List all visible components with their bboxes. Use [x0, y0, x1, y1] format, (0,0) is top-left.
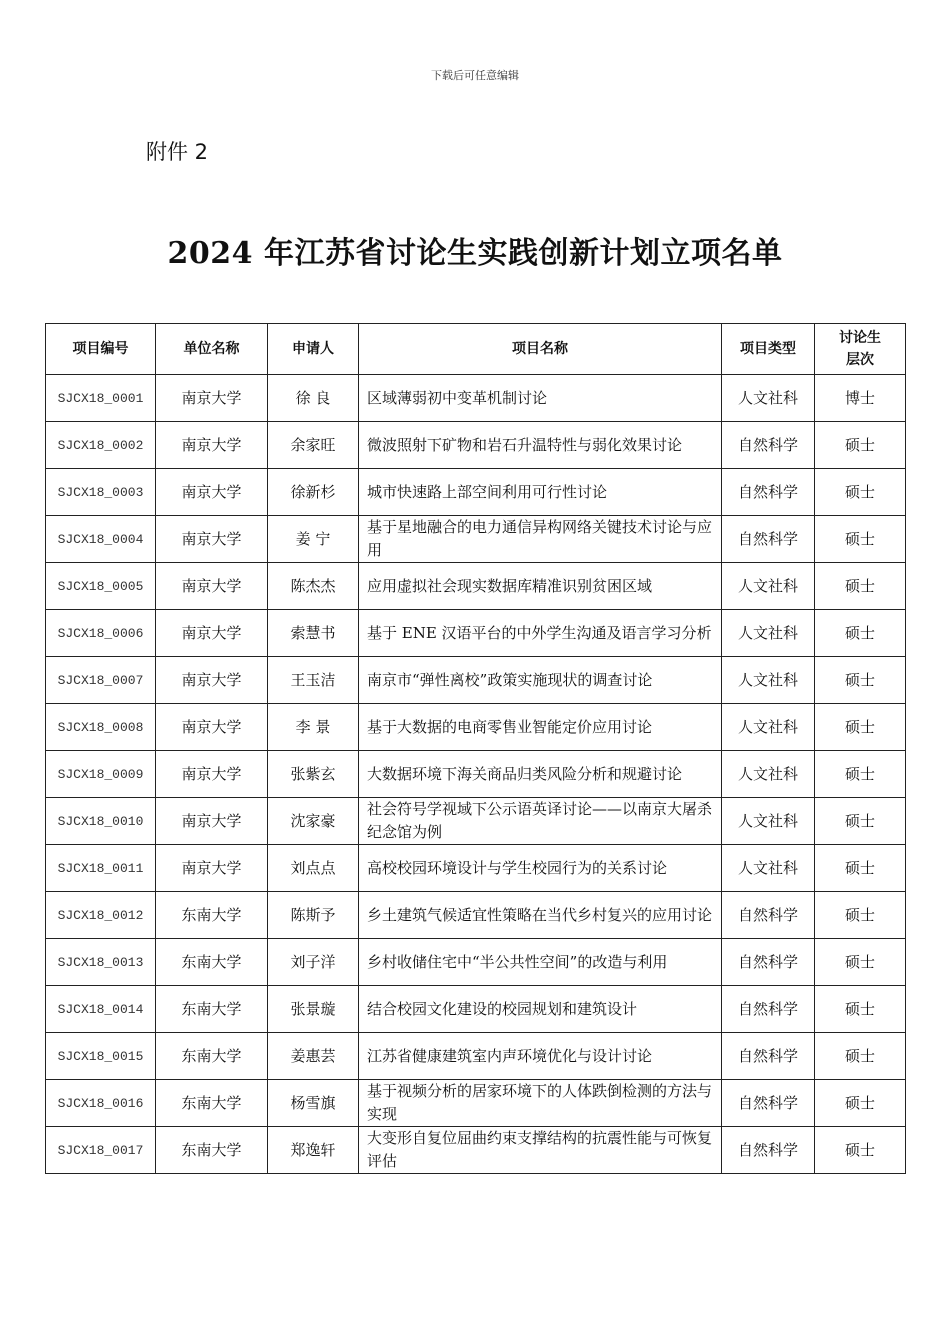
document-title: 2024 年江苏省讨论生实践创新计划立项名单 [167, 236, 783, 271]
cell-unit: 南京大学 [156, 469, 268, 516]
cell-level: 博士 [815, 375, 906, 422]
cell-level: 硕士 [815, 892, 906, 939]
cell-project-name: 结合校园文化建设的校园规划和建筑设计 [359, 986, 722, 1033]
table-row [46, 939, 906, 986]
cell-applicant: 陈斯予 [268, 892, 359, 939]
cell-unit: 南京大学 [156, 516, 268, 563]
cell-project-id: SJCX18_0017 [46, 1127, 156, 1174]
cell-applicant: 刘点点 [268, 845, 359, 892]
table-row [46, 751, 906, 798]
cell-project-id: SJCX18_0009 [46, 751, 156, 798]
project-list-table [45, 323, 906, 1174]
cell-applicant: 陈杰杰 [268, 563, 359, 610]
table-row [46, 516, 906, 563]
cell-applicant: 索慧书 [268, 610, 359, 657]
table-row [46, 657, 906, 704]
table-row [46, 986, 906, 1033]
cell-project-type: 人文社科 [722, 845, 815, 892]
cell-applicant: 余家旺 [268, 422, 359, 469]
cell-level: 硕士 [815, 657, 906, 704]
cell-project-id: SJCX18_0008 [46, 704, 156, 751]
cell-project-type: 人文社科 [722, 657, 815, 704]
cell-project-name: 微波照射下矿物和岩石升温特性与弱化效果讨论 [359, 422, 722, 469]
cell-project-id: SJCX18_0013 [46, 939, 156, 986]
attachment-label: 附件 2 [146, 140, 209, 164]
cell-applicant: 徐新杉 [268, 469, 359, 516]
cell-project-type: 自然科学 [722, 422, 815, 469]
cell-level: 硕士 [815, 939, 906, 986]
cell-unit: 南京大学 [156, 563, 268, 610]
cell-project-type: 自然科学 [722, 939, 815, 986]
cell-project-name: 社会符号学视域下公示语英译讨论——以南京大屠杀纪念馆为例 [359, 798, 722, 845]
cell-project-id: SJCX18_0012 [46, 892, 156, 939]
column-header-level: 讨论生 层次 [815, 324, 906, 375]
table-row [46, 422, 906, 469]
cell-level: 硕士 [815, 798, 906, 845]
table-row [46, 704, 906, 751]
cell-project-id: SJCX18_0003 [46, 469, 156, 516]
cell-applicant: 张景璇 [268, 986, 359, 1033]
cell-level: 硕士 [815, 610, 906, 657]
cell-level: 硕士 [815, 469, 906, 516]
table-row [46, 1033, 906, 1080]
cell-unit: 南京大学 [156, 375, 268, 422]
cell-project-id: SJCX18_0011 [46, 845, 156, 892]
cell-unit: 南京大学 [156, 751, 268, 798]
table-row [46, 1127, 906, 1174]
cell-project-name: 基于星地融合的电力通信异构网络关键技术讨论与应用 [359, 516, 722, 563]
table-row [46, 892, 906, 939]
cell-level: 硕士 [815, 845, 906, 892]
column-header-type: 项目类型 [722, 324, 815, 375]
cell-project-type: 自然科学 [722, 1033, 815, 1080]
cell-project-name: 乡土建筑气候适宜性策略在当代乡村复兴的应用讨论 [359, 892, 722, 939]
cell-project-type: 人文社科 [722, 375, 815, 422]
column-header-id: 项目编号 [46, 324, 156, 375]
cell-project-id: SJCX18_0010 [46, 798, 156, 845]
cell-level: 硕士 [815, 1033, 906, 1080]
cell-project-id: SJCX18_0004 [46, 516, 156, 563]
cell-unit: 东南大学 [156, 939, 268, 986]
cell-unit: 东南大学 [156, 1033, 268, 1080]
cell-unit: 南京大学 [156, 845, 268, 892]
cell-project-name: 应用虚拟社会现实数据库精准识别贫困区域 [359, 563, 722, 610]
cell-unit: 南京大学 [156, 657, 268, 704]
cell-unit: 东南大学 [156, 1127, 268, 1174]
cell-applicant: 张紫玄 [268, 751, 359, 798]
cell-project-id: SJCX18_0016 [46, 1080, 156, 1127]
cell-project-type: 人文社科 [722, 704, 815, 751]
cell-level: 硕士 [815, 563, 906, 610]
table-row [46, 375, 906, 422]
column-header-unit: 单位名称 [156, 324, 268, 375]
cell-project-id: SJCX18_0001 [46, 375, 156, 422]
cell-project-name: 基于 ENE 汉语平台的中外学生沟通及语言学习分析 [359, 610, 722, 657]
column-header-applicant: 申请人 [268, 324, 359, 375]
cell-applicant: 王玉洁 [268, 657, 359, 704]
cell-unit: 东南大学 [156, 892, 268, 939]
cell-project-name: 城市快速路上部空间利用可行性讨论 [359, 469, 722, 516]
cell-project-type: 自然科学 [722, 986, 815, 1033]
table-row [46, 469, 906, 516]
cell-level: 硕士 [815, 1127, 906, 1174]
cell-project-type: 人文社科 [722, 751, 815, 798]
cell-project-name: 高校校园环境设计与学生校园行为的关系讨论 [359, 845, 722, 892]
page-header-note: 下载后可任意编辑 [431, 69, 519, 82]
cell-unit: 南京大学 [156, 798, 268, 845]
cell-level: 硕士 [815, 704, 906, 751]
cell-project-name: 基于视频分析的居家环境下的人体跌倒检测的方法与实现 [359, 1080, 722, 1127]
cell-level: 硕士 [815, 986, 906, 1033]
column-header-project: 项目名称 [359, 324, 722, 375]
cell-level: 硕士 [815, 516, 906, 563]
cell-project-id: SJCX18_0005 [46, 563, 156, 610]
cell-project-type: 人文社科 [722, 798, 815, 845]
cell-applicant: 杨雪旗 [268, 1080, 359, 1127]
cell-unit: 南京大学 [156, 422, 268, 469]
cell-project-type: 自然科学 [722, 892, 815, 939]
cell-project-id: SJCX18_0006 [46, 610, 156, 657]
cell-unit: 东南大学 [156, 1080, 268, 1127]
cell-project-name: 大数据环境下海关商品归类风险分析和规避讨论 [359, 751, 722, 798]
cell-project-name: 南京市“弹性离校”政策实施现状的调查讨论 [359, 657, 722, 704]
cell-project-type: 自然科学 [722, 516, 815, 563]
cell-project-id: SJCX18_0014 [46, 986, 156, 1033]
table-header-row [46, 324, 906, 375]
cell-project-type: 人文社科 [722, 563, 815, 610]
cell-project-type: 自然科学 [722, 1080, 815, 1127]
cell-project-type: 人文社科 [722, 610, 815, 657]
cell-unit: 东南大学 [156, 986, 268, 1033]
table-row [46, 845, 906, 892]
table-body [46, 375, 906, 1174]
cell-project-type: 自然科学 [722, 469, 815, 516]
cell-unit: 南京大学 [156, 610, 268, 657]
cell-applicant: 李 景 [268, 704, 359, 751]
cell-project-name: 区域薄弱初中变革机制讨论 [359, 375, 722, 422]
cell-applicant: 徐 良 [268, 375, 359, 422]
cell-applicant: 姜惠芸 [268, 1033, 359, 1080]
table-row [46, 563, 906, 610]
cell-level: 硕士 [815, 751, 906, 798]
cell-project-id: SJCX18_0007 [46, 657, 156, 704]
cell-applicant: 姜 宁 [268, 516, 359, 563]
cell-unit: 南京大学 [156, 704, 268, 751]
table-row [46, 1080, 906, 1127]
cell-project-id: SJCX18_0002 [46, 422, 156, 469]
cell-applicant: 沈家豪 [268, 798, 359, 845]
cell-project-name: 乡村收储住宅中“半公共性空间”的改造与利用 [359, 939, 722, 986]
cell-project-type: 自然科学 [722, 1127, 815, 1174]
cell-level: 硕士 [815, 1080, 906, 1127]
cell-project-name: 江苏省健康建筑室内声环境优化与设计讨论 [359, 1033, 722, 1080]
cell-applicant: 刘子洋 [268, 939, 359, 986]
cell-level: 硕士 [815, 422, 906, 469]
cell-applicant: 郑逸轩 [268, 1127, 359, 1174]
cell-project-id: SJCX18_0015 [46, 1033, 156, 1080]
cell-project-name: 大变形自复位屈曲约束支撑结构的抗震性能与可恢复评估 [359, 1127, 722, 1174]
cell-project-name: 基于大数据的电商零售业智能定价应用讨论 [359, 704, 722, 751]
table-row [46, 798, 906, 845]
table-row [46, 610, 906, 657]
